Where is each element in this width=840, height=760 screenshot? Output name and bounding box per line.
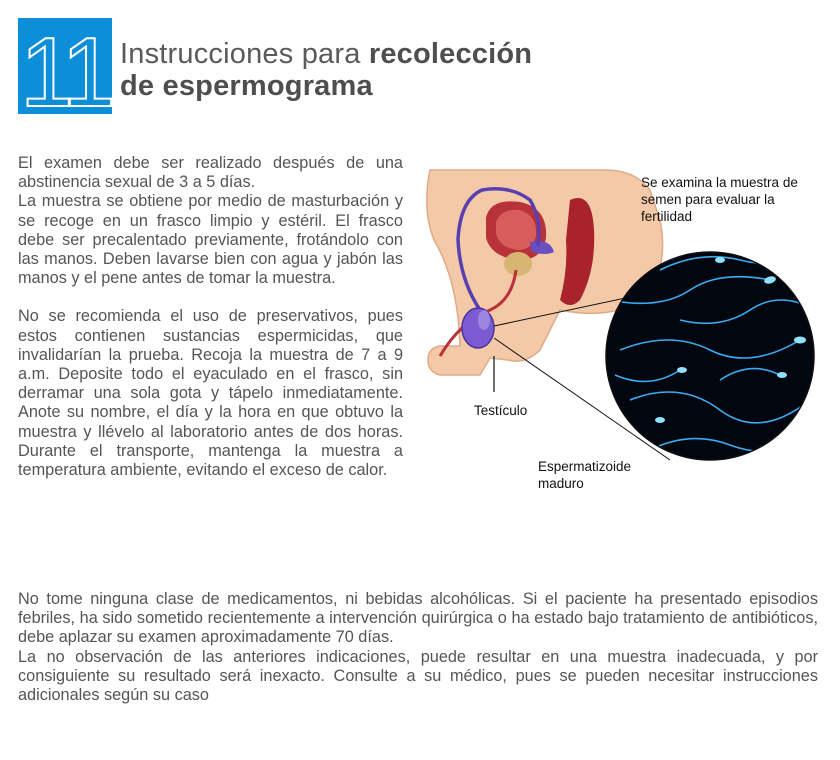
label-sperm: Espermatizoide maduro xyxy=(538,459,632,491)
prostate xyxy=(504,252,532,276)
section-number: 11 xyxy=(20,18,110,114)
section-number-graphic xyxy=(18,18,112,114)
label-exam: Se examina la muestra de semen para evaluar la fertilidad xyxy=(641,175,798,224)
title-bold-2: de espermograma xyxy=(120,70,373,102)
instructions-column xyxy=(18,154,403,480)
section-number-badge xyxy=(18,18,112,114)
instruction-paragraph: No se recomienda el uso de preservativos, pues estos contienen sustancias espermicidas, que invalidarían la prueba. Recoja la muestra de 7 a 9 a.m. Deposite todo el eyaculado en el frasco, sin derramar una sola gota y tápelo inmediatamente. Anote su nombre, el día y la hora en que obtuvo la muestra y llévelo al laboratorio antes de dos horas. Durante el transporte, mantenga la muestra a temperatura ambiente, evitando el exceso de calor. xyxy=(18,307,403,480)
label-testicle: Testículo xyxy=(474,403,528,418)
instruction-paragraph: La muestra se obtiene por medio de masturbación y se recoge en un frasco limpio y estéril. El frasco debe ser precalentado previamente, frotándolo con las manos. Deben lavarse bien con agua y jabón las manos y el pene antes de tomar la muestra. xyxy=(18,192,403,288)
title-bold-1: recolección xyxy=(368,38,533,70)
microscope-view xyxy=(606,252,814,460)
bottom-instructions xyxy=(18,590,818,705)
bottom-paragraph: No tome ninguna clase de medicamentos, ni bebidas alcohólicas. Si el paciente ha presentado episodios febriles, ha sido sometido recientemente a intervención quirúrgica o ha estado bajo tratamiento de antibióticos, debe aplazar su examen aproximadamente 70 días. xyxy=(18,590,818,647)
testicle xyxy=(462,308,494,348)
bottom-paragraph: La no observación de las anteriores indicaciones, puede resultar en una muestra inadecuada, y por consiguiente su resultado será inexacto. Consulte a su médico, pues se pueden necesitar instrucciones adicionales según su caso xyxy=(18,647,818,705)
page-title xyxy=(120,38,532,102)
instruction-paragraph: El examen debe ser realizado después de una abstinencia sexual de 3 a 5 días. xyxy=(18,154,403,192)
title-light: Instrucciones para xyxy=(120,38,369,70)
